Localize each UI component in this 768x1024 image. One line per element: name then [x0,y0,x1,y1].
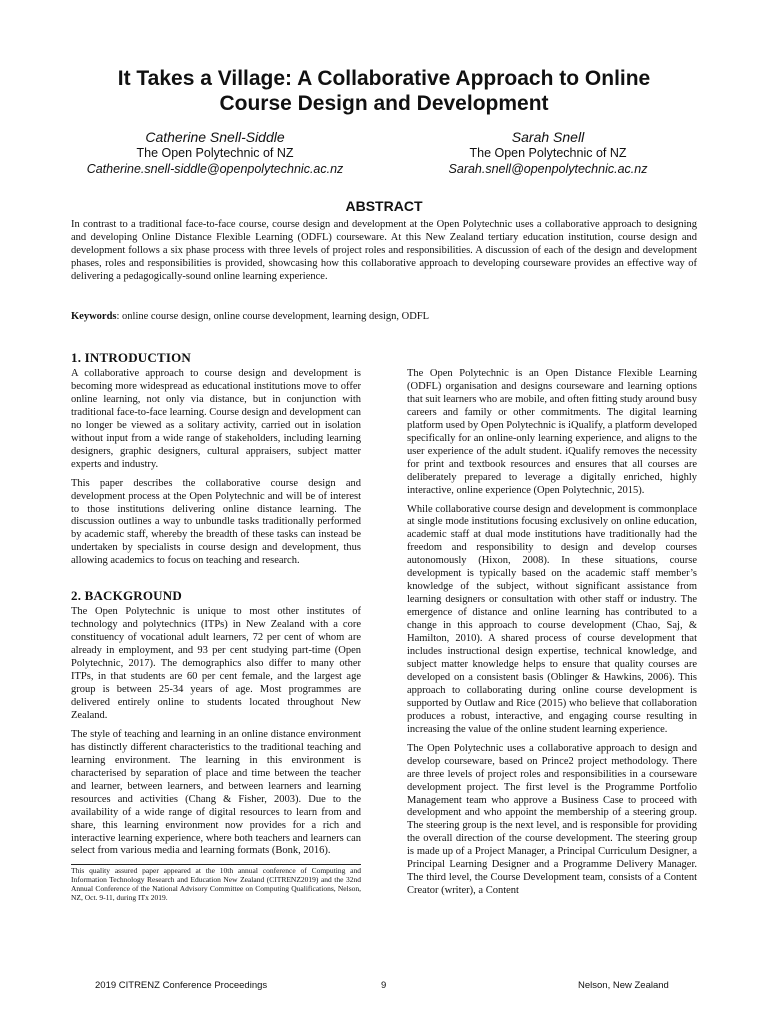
abstract-text: In contrast to a traditional face-to-face course, course design and development at the Open Polytechnic uses a collaborative approach to designing and developing Online Distance Flexible Learning (ODFL) courseware. At this New Zealand tertiary education institution, course design and development follows a six phase process with three levels of project roles and responsibilities. A discussion of each of the design and development phases, roles and responsibilities is provided, showcasing how this collaborative approach to developing courseware provides an effective way of delivering a pedagogically-sound online learning experience. [71,219,697,282]
section-2-heading: 2. BACKGROUND [71,588,182,604]
paper-title [40,66,728,116]
s1-paragraph-1: A collaborative approach to course design and development is becoming more widespread as educational institutions move to offer online learning, not only via distance, but in conjunction with traditional face-to-face learning. Course design and development can no longer be viewed as a solitary activity, carried out in isolation without input from a wide range of stakeholders, including learning designers, graphic designers, cultural appraisers, subject matter experts and industry. [71,368,361,470]
footer-location: Nelson, New Zealand [578,980,669,991]
author-affiliation: The Open Polytechnic of NZ [469,146,627,160]
author-name: Catherine Snell-Siddle [145,129,285,145]
title-line-1: It Takes a Village: A Collaborative Approach to Online [117,67,651,90]
author-affiliation: The Open Polytechnic of NZ [136,146,294,160]
keywords [71,311,697,324]
section-1-heading: 1. INTRODUCTION [71,350,192,365]
footnote: This quality assured paper appeared at the 10th annual conference of Computing and Information Technology Research and Education New Zealand (CITRENZ2019) and the 32nd Annual Conference of the National Advisory Committee on Computing Qualifications, Nelson, NZ, Oct. 9-11, during ITx 2019. [71,866,361,903]
s2-paragraph-1: The Open Polytechnic is unique to most other institutes of technology and polytechnics (ITPs) in New Zealand with a core constituency of vocational adult learners, 72 per cent of whom are already in employment, and 93 per cent studying part-time (Open Polytechnic, 2017). The demographics also differ to many other ITPs, in that students are 60 per cent female, and the largest age group is between 25-34 years of age. Most programmes are delivered entirely online to students located throughout New Zealand. [71,606,361,721]
keywords-label: Keywords [71,311,117,322]
author-name: Sarah Snell [511,129,585,145]
s2-paragraph-2: The style of teaching and learning in an online distance environment has distinctly different characteristics to the traditional teaching and learning environment. The learning in this environment is characterised by separation of place and time between the teacher and learner, between learners, and between learners and learning resources and activities (Chang & Fisher, 2003). Due to the availability of a wide range of digital resources to learn from and share, this learning environment now provides for a rich and interactive learning experience, where both teachers and learners can select from various media and learning formats (Bonk, 2016). [71,728,361,857]
left-column [71,350,361,902]
footer-proceedings: 2019 CITRENZ Conference Proceedings [95,980,268,991]
r-paragraph-2: While collaborative course design and development is commonplace at single mode institutions focusing exclusively on online education, academic staff at dual mode institutions have traditionally had the freedom and responsibility to design and develop courses autonomously (Hixon, 2008). In these situations, course development is typically based on the academic staff member’s knowledge of the subject, without significant assistance from learning designers or consultation with other staff or industry. The emergence of distance and online learning has contributed to a change in this approach to course development (Chao, Saj, & Hamilton, 2010). A shared process of course development that includes instructional design expertise, technical knowledge, and subject matter knowledge helps to ensure that quality courses are developed on a consistent basis (Oblinger & Hawkins, 2006). This approach to collaborating during online course development is supported by Outlaw and Rice (2015) who believe that collaboration produces a robust, interactive, and engaging course resulting in increasing the value of the online student learning experience. [407,503,697,735]
keywords-text: : online course design, online course development, learning design, ODFL [116,311,430,322]
title-line-2: Course Design and Development [219,92,549,115]
author-2 [398,129,698,177]
abstract-heading: ABSTRACT [345,198,423,214]
s1-paragraph-2: This paper describes the collaborative course design and development process at the Open Polytechnic and will be of interest to those institutions delivering online distance learning. The discussion outlines a way to unbundle tasks traditionally performed by academic staff, whereby the breadth of these tasks can instead be undertaken by specialists in course design and development, thus allowing academics to focus on teaching and research. [71,477,361,567]
r-paragraph-3: The Open Polytechnic uses a collaborative approach to design and develop courseware, based on Prince2 project methodology. There are three levels of project roles and responsibilities in a courseware development project. The first level is the Programme Portfolio Management team who approve a Business Case to proceed with development and who appoint the membership of a steering group. The steering group is the next level, and is responsible for providing the overall direction of the course development. The steering group is made up of a Project Manager, a Principal Curriculum Designer, a Principal Learning Designer and a Programme Delivery Manager. The third level, the Course Development team, consists of a Content Creator (writer), a Content [407,742,697,897]
footer-page-number: 9 [381,980,387,991]
right-column [407,368,697,904]
author-1 [65,129,365,177]
author-email[interactable]: Sarah.snell@openpolytechnic.ac.nz [448,162,648,176]
author-email[interactable]: Catherine.snell-siddle@openpolytechnic.ac.nz [86,162,344,176]
r-paragraph-1: The Open Polytechnic is an Open Distance Flexible Learning (ODFL) organisation and designs courseware and learning options that suit learners who are mobile, and often fitting study around busy careers and family or other commitments. The digital learning platform used by Open Polytechnic is iQualify, a platform developed specifically for an online-only learning experience, and aligns to the user experience of the adult student. iQualify removes the necessity for print and textbook resources and ensures that all courses are deliberately prepared to leverage a digitally enriched, highly interactive, online experience (Open Polytechnic, 2015). [407,368,697,496]
